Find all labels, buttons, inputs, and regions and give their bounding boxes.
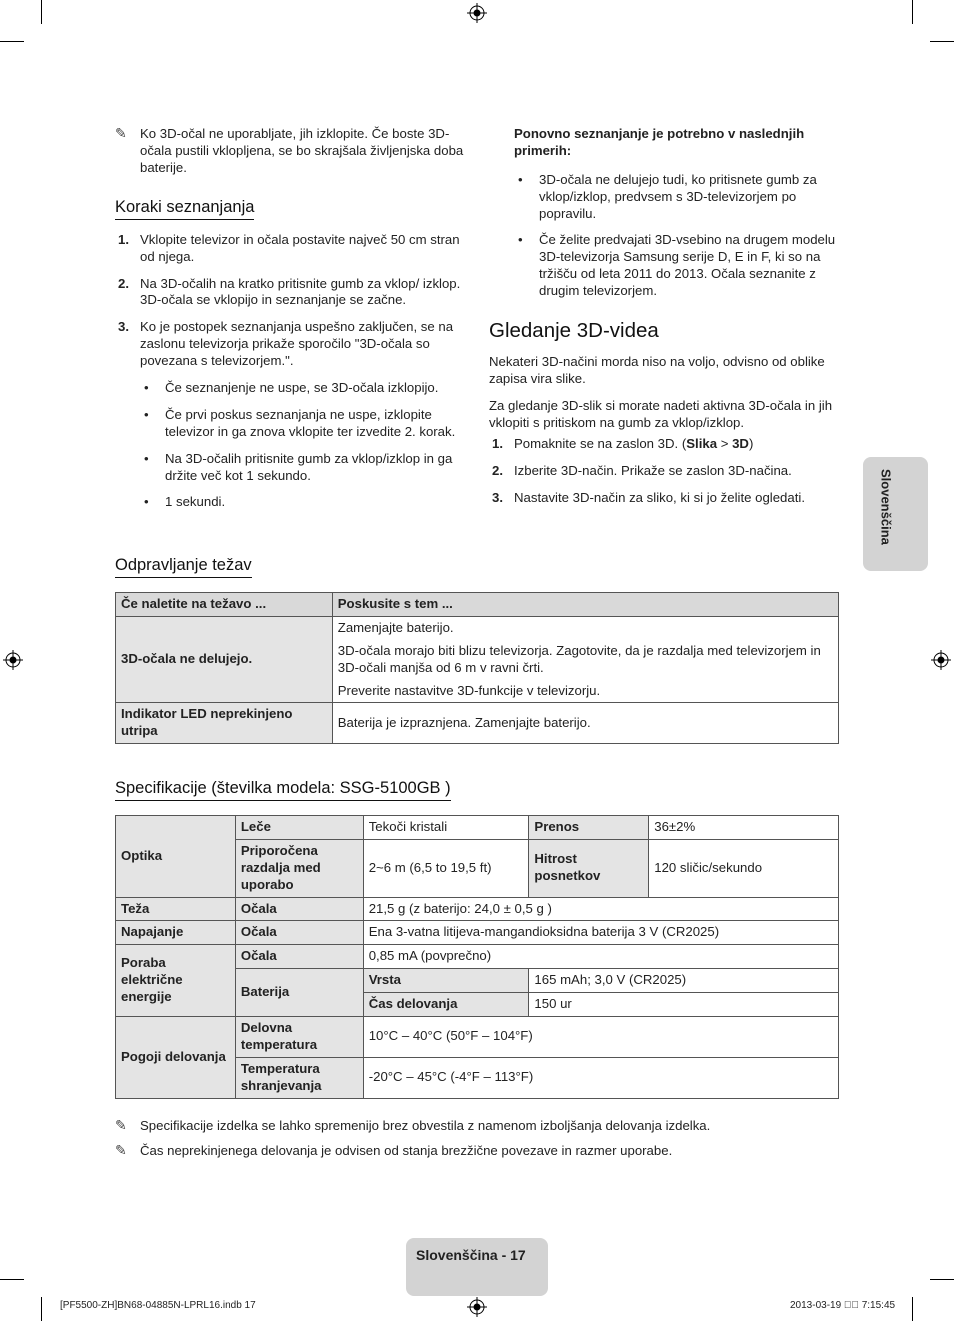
table-header: Poskusite s tem ... [332,593,838,617]
table-row: Napajanje Očala Ena 3-vatna litijeva-mangandioksidna baterija 3 V (CR2025) [116,921,839,945]
page-number-tab: Slovenščina - 17 [406,1238,548,1296]
bullet-icon: • [144,450,149,466]
spec-notes [115,1118,839,1170]
list-item: • 1 sekundi. [144,494,226,510]
crop-mark [930,1279,954,1280]
table-row: Pogoji delovanja Delovna temperatura 10°C – 40°C (50°F – 104°F) [116,1017,839,1058]
specs-table [115,815,839,1099]
table-row: Poraba električne energije Očala 0,85 mA (povprečno) [116,945,839,969]
note [115,126,465,177]
table-row: Preverite nastavitve 3D-funkcije v televizorju. [116,680,839,703]
pairing-steps [115,232,465,370]
list-item: • Če želite predvajati 3D-vsebino na drugem modelu 3D-televizorja Samsung serije D, E in F, ki so na tržišču od leta 2011 do 2013. Očala seznanite z drugim televizorjem. [518,232,836,299]
list-item: 3. Ko je postopek seznanjanja uspešno zaključen, se na zaslonu televizorja prikaže sporočilo "3D-očala so povezana s televizorjem.". [118,319,454,369]
watch-steps [489,436,839,507]
crop-mark [41,1297,42,1321]
table-row: Indikator LED neprekinjeno utripa Baterija je izpraznjena. Zamenjajte baterijo. [116,703,839,744]
troubleshooting-title: Odpravljanje težav [115,555,252,578]
list-item: 3. Nastavite 3D-način za sliko, ki si jo želite ogledati. [492,489,805,505]
crop-mark [0,1279,24,1280]
left-column [115,126,465,521]
right-column [489,126,839,516]
table-row: Teža Očala 21,5 g (z baterijo: 24,0 ± 0,5 g ) [116,897,839,921]
list-item: 1. Vklopite televizor in očala postavite največ 50 cm stran od njega. [118,231,460,264]
crop-mark [41,0,42,24]
footer-right: 2013-03-19 ￿￿ 7:15:45 [790,1300,896,1311]
table-row: Temperatura shranjevanja -20°C – 45°C (-4°F – 113°F) [116,1057,839,1098]
list-item: • Če prvi poskus seznanjanja ne uspe, izklopite televizor in ga znova vklopite ter izvedite 2. korak. [144,406,456,439]
table-row: 3D-očala morajo biti blizu televizorja. Zagotovite, da je razdalja med televizorjem in 3D-očali manjša od 6 m v ravni črti. [116,640,839,680]
paragraph: Nekateri 3D-načini morda niso na voljo, odvisno od oblike zapisa vira slike. [489,354,825,387]
section-title: Gledanje 3D-videa [489,319,659,343]
table-row: Čas delovanja 150 ur [116,993,839,1017]
table-row: 3D-očala ne delujejo. Zamenjajte baterijo. [116,616,839,639]
list-item: 2. Na 3D-očalih na kratko pritisnite gumb za vklop/ izklop. 3D-očala se vklopijo in seznanjanje se začne. [118,275,461,308]
table-row: Priporočena razdalja med uporabo 2~6 m (6,5 to 19,5 ft) Hitrost posnetkov 120 sličic/sekundo [116,839,839,897]
pencil-icon: ✎ [115,125,127,141]
registration-mark-icon [3,650,23,670]
specs-title: Specifikacije (številka modela: SSG-5100GB ) [115,778,451,801]
pairing-bullets [115,380,465,511]
crop-mark [912,0,913,24]
list-item: • Če seznanjenje ne uspe, se 3D-očala izklopijo. [144,380,439,396]
note: ✎ Specifikacije izdelka se lahko spremenijo brez obvestila z namenom izboljšanja delovanja izdelka. [115,1117,711,1133]
bullet-icon: • [144,380,149,396]
bullet-icon: • [518,171,523,187]
footer-left: [PF5500-ZH]BN68-04885N-LPRL16.indb 17 [60,1300,256,1311]
registration-mark-icon [467,1297,487,1317]
table-header: Če naletite na težavo ... [116,593,333,617]
repair-heading: Ponovno seznanjanje je potrebno v naslednjih primerih: [514,126,805,158]
bullet-icon: • [144,494,149,510]
table-row: Baterija Vrsta 165 mAh; 3,0 V (CR2025) [116,969,839,993]
pencil-icon: ✎ [115,1117,127,1133]
note-text: Ko 3D-očal ne uporabljate, jih izklopite. Če boste 3D-očala pustili vklopljena, se bo skrajšala življenjska doba baterije. [140,126,464,175]
repair-bullets [489,172,839,300]
registration-mark-icon [467,3,487,23]
troubleshooting-table [115,592,839,744]
language-side-tab: Slovenščina [863,457,928,571]
bullet-icon: • [144,406,149,422]
note: ✎ Čas neprekinjenega delovanja je odvisen od stanja brezžične povezave in razmer uporabe. [115,1141,673,1158]
crop-mark [0,41,24,42]
bullet-icon: • [518,232,523,248]
paragraph: Za gledanje 3D-slik si morate nadeti aktivna 3D-očala in jih vklopiti s pritiskom na gumb za vklop/izklop. [489,398,833,430]
table-row: Optika Leče Tekoči kristali Prenos 36±2% [116,816,839,840]
crop-mark [930,41,954,42]
registration-mark-icon [931,650,951,670]
list-item: 2. Izberite 3D-način. Prikaže se zaslon 3D-načina. [492,462,792,478]
pairing-title: Koraki seznanjanja [115,197,254,220]
list-item: 1. Pomaknite se na zaslon 3D. (Slika > 3D) [492,435,754,451]
list-item: • 3D-očala ne delujejo tudi, ko pritisnete gumb za vklop/izklop, predvsem s 3D-televizorjem po popravilu. [518,171,817,221]
pencil-icon: ✎ [115,1141,127,1158]
list-item: • Na 3D-očalih pritisnite gumb za vklop/izklop in ga držite več kot 1 sekundo. [144,450,453,483]
crop-mark [912,1297,913,1321]
